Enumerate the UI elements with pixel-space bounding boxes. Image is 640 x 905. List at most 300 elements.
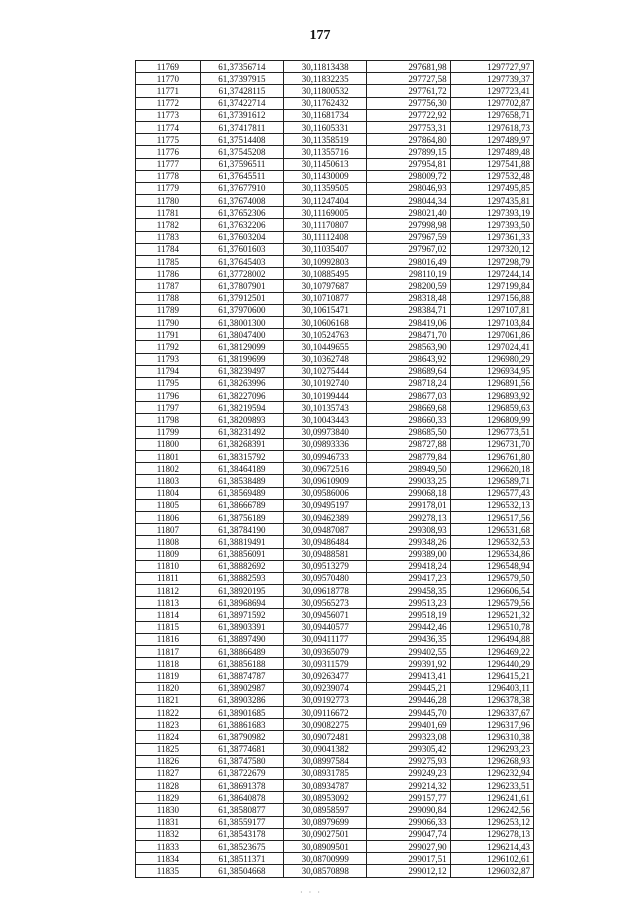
longitude-cell: 30,11359505: [284, 182, 367, 194]
longitude-cell: 30,11169005: [284, 207, 367, 219]
x-coordinate-cell: 297681,98: [367, 61, 450, 73]
latitude-cell: 61,38001300: [200, 316, 283, 328]
latitude-cell: 61,38569489: [200, 487, 283, 499]
point-number-cell: 11780: [136, 195, 201, 207]
table-row: [136, 658, 534, 670]
table-row: [136, 377, 534, 389]
latitude-cell: 61,37596511: [200, 158, 283, 170]
latitude-cell: 61,38968694: [200, 597, 283, 609]
longitude-cell: 30,09411177: [284, 633, 367, 645]
x-coordinate-cell: 298718,24: [367, 377, 450, 389]
x-coordinate-cell: 299068,18: [367, 487, 450, 499]
table-row: [136, 146, 534, 158]
x-coordinate-cell: 298009,72: [367, 170, 450, 182]
y-coordinate-cell: 1296620,18: [450, 463, 533, 475]
latitude-cell: 61,37397915: [200, 73, 283, 85]
table-row: [136, 195, 534, 207]
longitude-cell: 30,11247404: [284, 195, 367, 207]
x-coordinate-cell: 297722,92: [367, 109, 450, 121]
latitude-cell: 61,38903286: [200, 694, 283, 706]
point-number-cell: 11794: [136, 365, 201, 377]
table-row: [136, 853, 534, 865]
latitude-cell: 61,37422714: [200, 97, 283, 109]
point-number-cell: 11824: [136, 731, 201, 743]
x-coordinate-cell: 297967,59: [367, 231, 450, 243]
point-number-cell: 11775: [136, 134, 201, 146]
table-row: [136, 219, 534, 231]
y-coordinate-cell: 1296268,93: [450, 755, 533, 767]
point-number-cell: 11819: [136, 670, 201, 682]
point-number-cell: 11792: [136, 341, 201, 353]
x-coordinate-cell: 299391,92: [367, 658, 450, 670]
y-coordinate-cell: 1297618,73: [450, 121, 533, 133]
point-number-cell: 11821: [136, 694, 201, 706]
latitude-cell: 61,38866489: [200, 646, 283, 658]
table-row: [136, 390, 534, 402]
longitude-cell: 30,09672516: [284, 463, 367, 475]
y-coordinate-cell: 1296317,96: [450, 719, 533, 731]
latitude-cell: 61,38315792: [200, 451, 283, 463]
latitude-cell: 61,38538489: [200, 475, 283, 487]
x-coordinate-cell: 298110,19: [367, 268, 450, 280]
table-row: [136, 560, 534, 572]
table-row: [136, 865, 534, 877]
latitude-cell: 61,37603204: [200, 231, 283, 243]
y-coordinate-cell: 1297435,81: [450, 195, 533, 207]
longitude-cell: 30,08931785: [284, 767, 367, 779]
x-coordinate-cell: 298949,50: [367, 463, 450, 475]
y-coordinate-cell: 1297739,37: [450, 73, 533, 85]
latitude-cell: 61,37632206: [200, 219, 283, 231]
point-number-cell: 11827: [136, 767, 201, 779]
longitude-cell: 30,10275444: [284, 365, 367, 377]
latitude-cell: 61,37428115: [200, 85, 283, 97]
point-number-cell: 11803: [136, 475, 201, 487]
point-number-cell: 11773: [136, 109, 201, 121]
latitude-cell: 61,38640878: [200, 792, 283, 804]
y-coordinate-cell: 1297361,33: [450, 231, 533, 243]
y-coordinate-cell: 1296241,61: [450, 792, 533, 804]
latitude-cell: 61,38774681: [200, 743, 283, 755]
x-coordinate-cell: 299017,51: [367, 853, 450, 865]
point-number-cell: 11795: [136, 377, 201, 389]
longitude-cell: 30,09495197: [284, 499, 367, 511]
y-coordinate-cell: 1296809,99: [450, 414, 533, 426]
longitude-cell: 30,09570480: [284, 572, 367, 584]
latitude-cell: 61,37652306: [200, 207, 283, 219]
table-row: [136, 621, 534, 633]
table-row: [136, 292, 534, 304]
longitude-cell: 30,08909501: [284, 841, 367, 853]
longitude-cell: 30,09116672: [284, 706, 367, 718]
point-number-cell: 11798: [136, 414, 201, 426]
table-row: [136, 402, 534, 414]
table-row: [136, 633, 534, 645]
point-number-cell: 11805: [136, 499, 201, 511]
point-number-cell: 11772: [136, 97, 201, 109]
latitude-cell: 61,38819491: [200, 536, 283, 548]
point-number-cell: 11779: [136, 182, 201, 194]
point-number-cell: 11793: [136, 353, 201, 365]
table-row: [136, 694, 534, 706]
longitude-cell: 30,11112408: [284, 231, 367, 243]
latitude-cell: 61,38199699: [200, 353, 283, 365]
point-number-cell: 11812: [136, 585, 201, 597]
y-coordinate-cell: 1296934,95: [450, 365, 533, 377]
x-coordinate-cell: 299033,25: [367, 475, 450, 487]
latitude-cell: 61,38856188: [200, 658, 283, 670]
point-number-cell: 11823: [136, 719, 201, 731]
table-row: [136, 304, 534, 316]
x-coordinate-cell: 298685,50: [367, 426, 450, 438]
x-coordinate-cell: 299275,93: [367, 755, 450, 767]
longitude-cell: 30,10449655: [284, 341, 367, 353]
table-row: [136, 280, 534, 292]
x-coordinate-cell: 298643,92: [367, 353, 450, 365]
x-coordinate-cell: 299446,28: [367, 694, 450, 706]
latitude-cell: 61,37645511: [200, 170, 283, 182]
x-coordinate-cell: 299278,13: [367, 511, 450, 523]
y-coordinate-cell: 1296980,29: [450, 353, 533, 365]
x-coordinate-cell: 299157,77: [367, 792, 450, 804]
y-coordinate-cell: 1296521,32: [450, 609, 533, 621]
point-number-cell: 11797: [136, 402, 201, 414]
x-coordinate-cell: 298046,93: [367, 182, 450, 194]
y-coordinate-cell: 1297107,81: [450, 304, 533, 316]
x-coordinate-cell: 299445,70: [367, 706, 450, 718]
point-number-cell: 11809: [136, 548, 201, 560]
longitude-cell: 30,09946733: [284, 451, 367, 463]
y-coordinate-cell: 1297199,84: [450, 280, 533, 292]
longitude-cell: 30,11358519: [284, 134, 367, 146]
point-number-cell: 11800: [136, 438, 201, 450]
table-row: [136, 487, 534, 499]
longitude-cell: 30,08953092: [284, 792, 367, 804]
table-row: [136, 646, 534, 658]
x-coordinate-cell: 297967,02: [367, 243, 450, 255]
latitude-cell: 61,38209893: [200, 414, 283, 426]
y-coordinate-cell: 1297393,50: [450, 219, 533, 231]
longitude-cell: 30,09487087: [284, 524, 367, 536]
point-number-cell: 11801: [136, 451, 201, 463]
table-row: [136, 426, 534, 438]
point-number-cell: 11788: [136, 292, 201, 304]
longitude-cell: 30,09311579: [284, 658, 367, 670]
point-number-cell: 11806: [136, 511, 201, 523]
x-coordinate-cell: 298471,70: [367, 329, 450, 341]
latitude-cell: 61,38511371: [200, 853, 283, 865]
point-number-cell: 11820: [136, 682, 201, 694]
point-number-cell: 11818: [136, 658, 201, 670]
x-coordinate-cell: 299436,35: [367, 633, 450, 645]
table-row: [136, 670, 534, 682]
point-number-cell: 11817: [136, 646, 201, 658]
latitude-cell: 61,37417811: [200, 121, 283, 133]
latitude-cell: 61,38901685: [200, 706, 283, 718]
latitude-cell: 61,38543178: [200, 828, 283, 840]
longitude-cell: 30,08934787: [284, 780, 367, 792]
latitude-cell: 61,37391612: [200, 109, 283, 121]
table-row: [136, 780, 534, 792]
table-row: [136, 109, 534, 121]
x-coordinate-cell: 299308,93: [367, 524, 450, 536]
point-number-cell: 11830: [136, 804, 201, 816]
y-coordinate-cell: 1296773,51: [450, 426, 533, 438]
table-row: [136, 61, 534, 73]
latitude-cell: 61,38239497: [200, 365, 283, 377]
x-coordinate-cell: 299418,24: [367, 560, 450, 572]
longitude-cell: 30,10192740: [284, 377, 367, 389]
point-number-cell: 11785: [136, 256, 201, 268]
longitude-cell: 30,09239074: [284, 682, 367, 694]
y-coordinate-cell: 1297489,97: [450, 134, 533, 146]
y-coordinate-cell: 1297541,88: [450, 158, 533, 170]
longitude-cell: 30,09041382: [284, 743, 367, 755]
table-row: [136, 719, 534, 731]
table-row: [136, 597, 534, 609]
longitude-cell: 30,08979699: [284, 816, 367, 828]
table-row: [136, 475, 534, 487]
longitude-cell: 30,09586006: [284, 487, 367, 499]
longitude-cell: 30,10524763: [284, 329, 367, 341]
y-coordinate-cell: 1296761,80: [450, 451, 533, 463]
longitude-cell: 30,08700999: [284, 853, 367, 865]
point-number-cell: 11807: [136, 524, 201, 536]
longitude-cell: 30,11430009: [284, 170, 367, 182]
latitude-cell: 61,37674008: [200, 195, 283, 207]
y-coordinate-cell: 1296032,87: [450, 865, 533, 877]
table-row: [136, 329, 534, 341]
y-coordinate-cell: 1296577,43: [450, 487, 533, 499]
longitude-cell: 30,10199444: [284, 390, 367, 402]
longitude-cell: 30,08958597: [284, 804, 367, 816]
x-coordinate-cell: 298689,64: [367, 365, 450, 377]
table-row: [136, 121, 534, 133]
latitude-cell: 61,38047400: [200, 329, 283, 341]
x-coordinate-cell: 299323,08: [367, 731, 450, 743]
page-number: 177: [309, 28, 331, 43]
x-coordinate-cell: 299445,21: [367, 682, 450, 694]
y-coordinate-cell: 1296233,51: [450, 780, 533, 792]
point-number-cell: 11778: [136, 170, 201, 182]
x-coordinate-cell: 297756,30: [367, 97, 450, 109]
longitude-cell: 30,10710877: [284, 292, 367, 304]
latitude-cell: 61,37601603: [200, 243, 283, 255]
x-coordinate-cell: 298021,40: [367, 207, 450, 219]
table-row: [136, 511, 534, 523]
longitude-cell: 30,09973840: [284, 426, 367, 438]
x-coordinate-cell: 299389,00: [367, 548, 450, 560]
x-coordinate-cell: 297727,58: [367, 73, 450, 85]
y-coordinate-cell: 1297702,87: [450, 97, 533, 109]
table-row: [136, 134, 534, 146]
x-coordinate-cell: 298669,68: [367, 402, 450, 414]
table-row: [136, 170, 534, 182]
x-coordinate-cell: 298677,03: [367, 390, 450, 402]
table-row: [136, 828, 534, 840]
x-coordinate-cell: 299012,12: [367, 865, 450, 877]
x-coordinate-cell: 299518,19: [367, 609, 450, 621]
x-coordinate-cell: 297899,15: [367, 146, 450, 158]
y-coordinate-cell: 1296232,94: [450, 767, 533, 779]
table-row: [136, 268, 534, 280]
x-coordinate-cell: 298044,34: [367, 195, 450, 207]
latitude-cell: 61,38722679: [200, 767, 283, 779]
latitude-cell: 61,38231492: [200, 426, 283, 438]
longitude-cell: 30,09365079: [284, 646, 367, 658]
point-number-cell: 11826: [136, 755, 201, 767]
x-coordinate-cell: 298660,33: [367, 414, 450, 426]
x-coordinate-cell: 297954,81: [367, 158, 450, 170]
latitude-cell: 61,38784190: [200, 524, 283, 536]
point-number-cell: 11777: [136, 158, 201, 170]
x-coordinate-cell: 299047,74: [367, 828, 450, 840]
x-coordinate-cell: 299090,84: [367, 804, 450, 816]
y-coordinate-cell: 1296579,50: [450, 572, 533, 584]
y-coordinate-cell: 1296510,78: [450, 621, 533, 633]
point-number-cell: 11771: [136, 85, 201, 97]
x-coordinate-cell: 298419,06: [367, 316, 450, 328]
longitude-cell: 30,11355716: [284, 146, 367, 158]
table-row: [136, 85, 534, 97]
longitude-cell: 30,09513279: [284, 560, 367, 572]
x-coordinate-cell: 299027,90: [367, 841, 450, 853]
latitude-cell: 61,38263996: [200, 377, 283, 389]
latitude-cell: 61,37645403: [200, 256, 283, 268]
table-row: [136, 316, 534, 328]
longitude-cell: 30,09486484: [284, 536, 367, 548]
y-coordinate-cell: 1296893,92: [450, 390, 533, 402]
point-number-cell: 11831: [136, 816, 201, 828]
latitude-cell: 61,37912501: [200, 292, 283, 304]
longitude-cell: 30,11832235: [284, 73, 367, 85]
y-coordinate-cell: 1296531,68: [450, 524, 533, 536]
y-coordinate-cell: 1296293,23: [450, 743, 533, 755]
table-row: [136, 207, 534, 219]
longitude-cell: 30,11035407: [284, 243, 367, 255]
latitude-cell: 61,38523675: [200, 841, 283, 853]
latitude-cell: 61,38559177: [200, 816, 283, 828]
y-coordinate-cell: 1296469,22: [450, 646, 533, 658]
latitude-cell: 61,38790982: [200, 731, 283, 743]
y-coordinate-cell: 1296731,70: [450, 438, 533, 450]
y-coordinate-cell: 1297320,12: [450, 243, 533, 255]
x-coordinate-cell: 299442,46: [367, 621, 450, 633]
x-coordinate-cell: 299413,41: [367, 670, 450, 682]
longitude-cell: 30,09072481: [284, 731, 367, 743]
latitude-cell: 61,38580877: [200, 804, 283, 816]
x-coordinate-cell: 297753,31: [367, 121, 450, 133]
longitude-cell: 30,11170807: [284, 219, 367, 231]
point-number-cell: 11816: [136, 633, 201, 645]
y-coordinate-cell: 1296440,29: [450, 658, 533, 670]
point-number-cell: 11796: [136, 390, 201, 402]
point-number-cell: 11774: [136, 121, 201, 133]
table-row: [136, 548, 534, 560]
y-coordinate-cell: 1297024,41: [450, 341, 533, 353]
longitude-cell: 30,09263477: [284, 670, 367, 682]
y-coordinate-cell: 1297727,97: [450, 61, 533, 73]
table-row: [136, 256, 534, 268]
longitude-cell: 30,08997584: [284, 755, 367, 767]
longitude-cell: 30,10615471: [284, 304, 367, 316]
longitude-cell: 30,09462389: [284, 511, 367, 523]
table-row: [136, 792, 534, 804]
longitude-cell: 30,10135743: [284, 402, 367, 414]
y-coordinate-cell: 1296214,43: [450, 841, 533, 853]
y-coordinate-cell: 1297393,19: [450, 207, 533, 219]
y-coordinate-cell: 1296891,56: [450, 377, 533, 389]
y-coordinate-cell: 1296494,88: [450, 633, 533, 645]
table-row: [136, 438, 534, 450]
y-coordinate-cell: 1296606,54: [450, 585, 533, 597]
table-row: [136, 353, 534, 365]
y-coordinate-cell: 1296532,13: [450, 499, 533, 511]
point-number-cell: 11782: [136, 219, 201, 231]
table-row: [136, 706, 534, 718]
y-coordinate-cell: 1297103,84: [450, 316, 533, 328]
longitude-cell: 30,09456071: [284, 609, 367, 621]
table-row: [136, 158, 534, 170]
x-coordinate-cell: 297998,98: [367, 219, 450, 231]
x-coordinate-cell: 299458,35: [367, 585, 450, 597]
y-coordinate-cell: 1296548,94: [450, 560, 533, 572]
table-row: [136, 585, 534, 597]
longitude-cell: 30,10797687: [284, 280, 367, 292]
longitude-cell: 30,09082275: [284, 719, 367, 731]
table-row: [136, 572, 534, 584]
longitude-cell: 30,09610909: [284, 475, 367, 487]
longitude-cell: 30,09618778: [284, 585, 367, 597]
latitude-cell: 61,38971592: [200, 609, 283, 621]
point-number-cell: 11810: [136, 560, 201, 572]
latitude-cell: 61,38882692: [200, 560, 283, 572]
point-number-cell: 11770: [136, 73, 201, 85]
longitude-cell: 30,08570898: [284, 865, 367, 877]
table-row: [136, 73, 534, 85]
longitude-cell: 30,09027501: [284, 828, 367, 840]
point-number-cell: 11769: [136, 61, 201, 73]
y-coordinate-cell: 1296859,63: [450, 402, 533, 414]
point-number-cell: 11835: [136, 865, 201, 877]
point-number-cell: 11814: [136, 609, 201, 621]
point-number-cell: 11825: [136, 743, 201, 755]
longitude-cell: 30,11813438: [284, 61, 367, 73]
y-coordinate-cell: 1297532,48: [450, 170, 533, 182]
longitude-cell: 30,09893336: [284, 438, 367, 450]
y-coordinate-cell: 1296589,71: [450, 475, 533, 487]
table-row: [136, 524, 534, 536]
y-coordinate-cell: 1297061,86: [450, 329, 533, 341]
latitude-cell: 61,38227096: [200, 390, 283, 402]
table-row: [136, 463, 534, 475]
point-number-cell: 11776: [136, 146, 201, 158]
longitude-cell: 30,11605331: [284, 121, 367, 133]
latitude-cell: 61,38504668: [200, 865, 283, 877]
table-row: [136, 414, 534, 426]
point-number-cell: 11808: [136, 536, 201, 548]
x-coordinate-cell: 298318,48: [367, 292, 450, 304]
latitude-cell: 61,38882593: [200, 572, 283, 584]
point-number-cell: 11787: [136, 280, 201, 292]
latitude-cell: 61,38666789: [200, 499, 283, 511]
point-number-cell: 11783: [136, 231, 201, 243]
latitude-cell: 61,38691378: [200, 780, 283, 792]
point-number-cell: 11790: [136, 316, 201, 328]
latitude-cell: 61,38219594: [200, 402, 283, 414]
y-coordinate-cell: 1297495,85: [450, 182, 533, 194]
x-coordinate-cell: 298200,59: [367, 280, 450, 292]
